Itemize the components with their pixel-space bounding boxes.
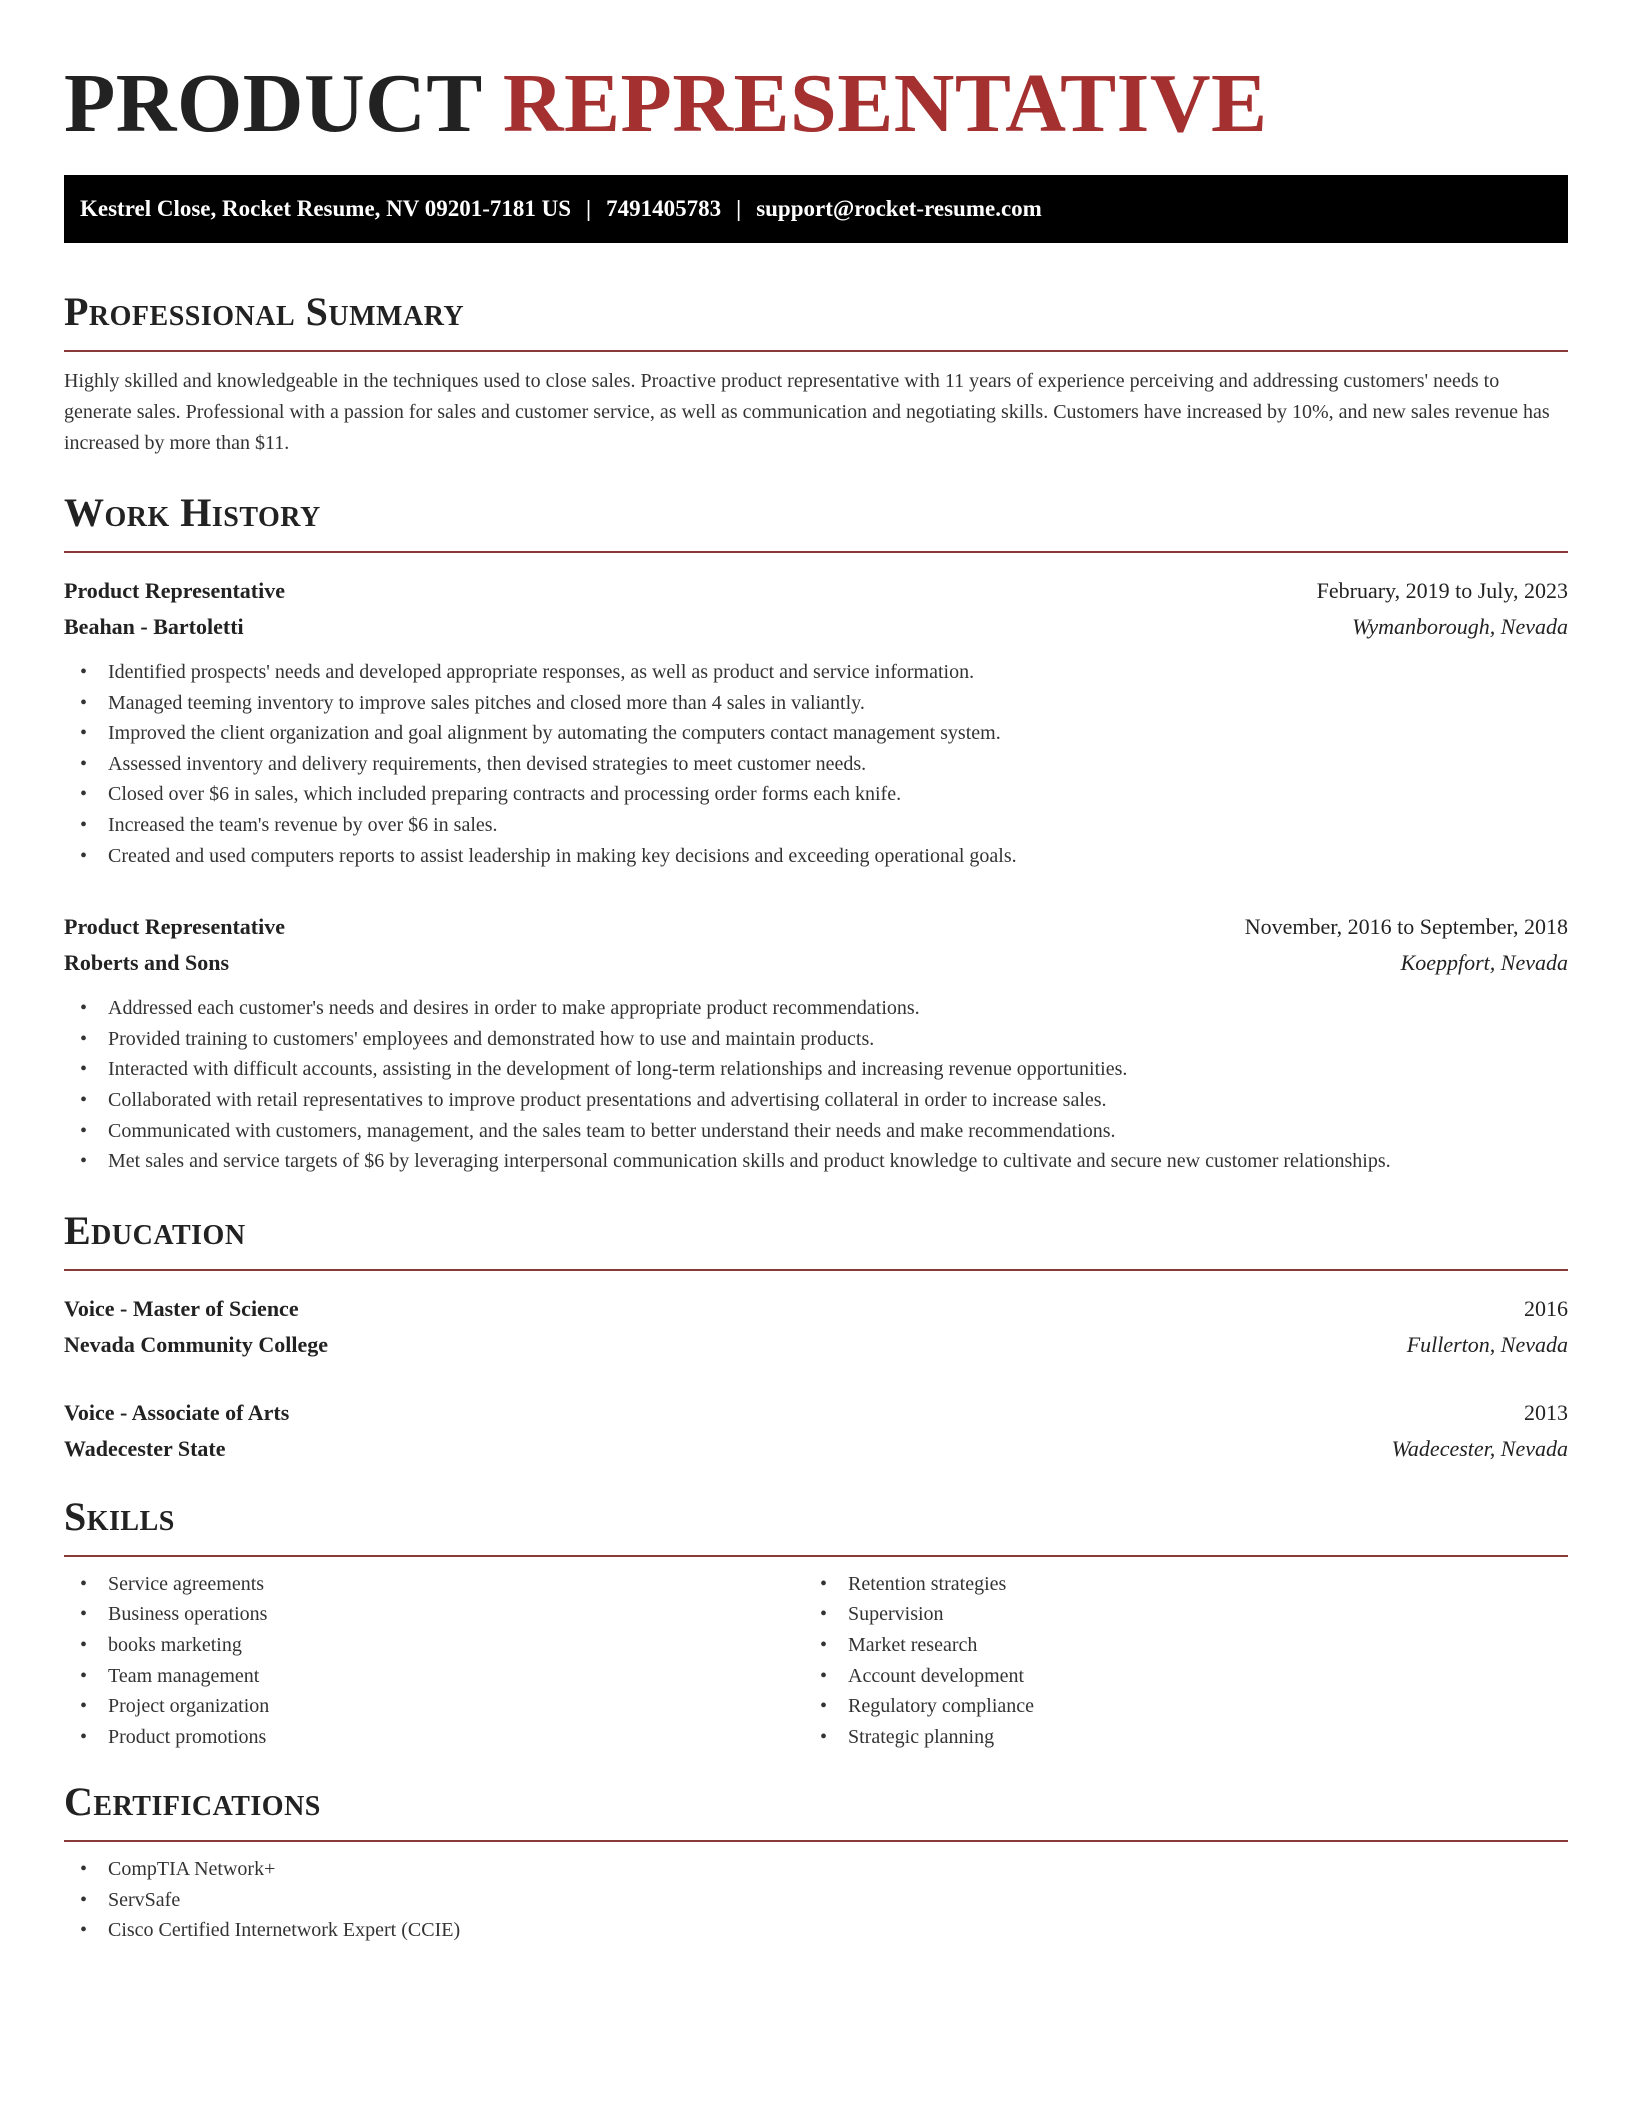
certifications-list <box>64 1854 1568 1946</box>
education-year: 2016 <box>1524 1295 1568 1321</box>
list-item: • Service agreements <box>64 1569 804 1600</box>
job-company: Roberts and Sons <box>64 950 230 976</box>
contact-phone: 7491405783 <box>606 196 722 221</box>
section-heading: Certifications <box>64 1779 321 1825</box>
list-item: • ServSafe <box>64 1885 1568 1916</box>
list-item: • Product promotions <box>64 1722 804 1753</box>
skills-right-column <box>804 1569 1544 1753</box>
education-entry <box>64 1395 1568 1467</box>
list-item: • Account development <box>804 1661 1544 1692</box>
section-heading: Education <box>64 1207 246 1253</box>
skills-left-column <box>64 1569 804 1753</box>
job-location: Koeppfort, Nevada <box>1400 950 1568 976</box>
job-location: Wymanborough, Nevada <box>1352 614 1568 639</box>
list-item: • books marketing <box>64 1630 804 1661</box>
list-item: • Provided training to customers' employees and demonstrated how to use and maintain products. <box>64 1024 1568 1055</box>
education-year: 2013 <box>1524 1399 1568 1425</box>
job-company-row <box>64 609 1568 645</box>
list-item: • Cisco Certified Internetwork Expert (CCIE) <box>64 1915 1568 1946</box>
job-title: Product Representative <box>64 914 285 940</box>
education-degree: Voice - Associate of Arts <box>64 1399 290 1425</box>
education-school: Nevada Community College <box>64 1331 328 1357</box>
section-divider <box>64 1269 1568 1271</box>
list-item: • Market research <box>804 1630 1544 1661</box>
list-item: • Closed over $6 in sales, which included preparing contracts and processing order forms each knife. <box>64 779 1568 810</box>
job-entry <box>64 909 1568 1177</box>
job-title: Product Representative <box>64 578 285 603</box>
list-item: • Strategic planning <box>804 1722 1544 1753</box>
work-history-section <box>64 489 1568 1177</box>
title-first-word: PRODUCT <box>64 57 482 150</box>
education-degree-row <box>64 1395 1568 1431</box>
job-company: Beahan - Bartoletti <box>64 614 244 639</box>
contact-separator: | <box>736 196 742 221</box>
education-degree-row <box>64 1291 1568 1327</box>
education-degree: Voice - Master of Science <box>64 1295 299 1321</box>
section-divider <box>64 1840 1568 1842</box>
contact-bar <box>64 175 1568 243</box>
job-header-row <box>64 909 1568 945</box>
section-heading: Skills <box>64 1493 175 1539</box>
job-dates: February, 2019 to July, 2023 <box>1316 578 1568 603</box>
list-item: • Team management <box>64 1661 804 1692</box>
education-location: Wadecester, Nevada <box>1391 1435 1568 1461</box>
list-item: • Retention strategies <box>804 1569 1544 1600</box>
list-item: • Improved the client organization and goal alignment by automating the computers contact management system. <box>64 718 1568 749</box>
education-location: Fullerton, Nevada <box>1406 1331 1568 1357</box>
education-school: Wadecester State <box>64 1435 226 1461</box>
education-section <box>64 1207 1568 1467</box>
skills-grid <box>64 1569 1568 1753</box>
skills-section <box>64 1493 1568 1753</box>
list-item: • Managed teeming inventory to improve sales pitches and closed more than 4 sales in valiantly. <box>64 688 1568 719</box>
education-school-row <box>64 1327 1568 1363</box>
job-header-row <box>64 573 1568 609</box>
title-second-word: REPRESENTATIVE <box>502 57 1268 150</box>
list-item: • CompTIA Network+ <box>64 1854 1568 1885</box>
job-entry <box>64 573 1568 871</box>
list-item: • Collaborated with retail representatives to improve product presentations and advertising collateral in order to increase sales. <box>64 1085 1568 1116</box>
list-item: • Regulatory compliance <box>804 1691 1544 1722</box>
contact-separator: | <box>586 196 592 221</box>
list-item: • Assessed inventory and delivery requirements, then devised strategies to meet customer needs. <box>64 749 1568 780</box>
section-heading: Professional Summary <box>64 289 465 334</box>
list-item: • Identified prospects' needs and developed appropriate responses, as well as product and service information. <box>64 657 1568 688</box>
list-item: • Supervision <box>804 1599 1544 1630</box>
summary-section <box>64 288 1568 459</box>
certifications-section <box>64 1778 1568 1946</box>
page-title <box>64 56 1568 152</box>
list-item: • Business operations <box>64 1599 804 1630</box>
list-item: • Increased the team's revenue by over $6 in sales. <box>64 810 1568 841</box>
summary-text: Highly skilled and knowledgeable in the techniques used to close sales. Proactive product representative with 11 years of experience perceiving and addressing customers' needs to generate sales. Professional with a passion for sales and customer service, as well as communication and negotiating skills. Customers have increased by 10%, and new sales revenue has increased by more than $11. <box>64 370 1550 454</box>
job-dates: November, 2016 to September, 2018 <box>1244 914 1568 940</box>
section-divider <box>64 350 1568 352</box>
list-item: • Communicated with customers, management, and the sales team to better understand their needs and make recommendations. <box>64 1116 1568 1147</box>
section-divider <box>64 551 1568 553</box>
education-school-row <box>64 1431 1568 1467</box>
section-heading: Work History <box>64 490 321 535</box>
list-item: • Created and used computers reports to assist leadership in making key decisions and exceeding operational goals. <box>64 841 1568 872</box>
contact-address: Kestrel Close, Rocket Resume, NV 09201-7181 US <box>80 196 572 221</box>
section-divider <box>64 1555 1568 1557</box>
list-item: • Interacted with difficult accounts, assisting in the development of long-term relationships and increasing revenue opportunities. <box>64 1054 1568 1085</box>
list-item: • Met sales and service targets of $6 by leveraging interpersonal communication skills and product knowledge to cultivate and secure new customer relationships. <box>64 1146 1568 1177</box>
education-entry <box>64 1291 1568 1363</box>
list-item: • Addressed each customer's needs and desires in order to make appropriate product recommendations. <box>64 993 1568 1024</box>
contact-email: support@rocket-resume.com <box>756 196 1042 221</box>
list-item: • Project organization <box>64 1691 804 1722</box>
job-bullets <box>64 993 1568 1177</box>
job-bullets <box>64 657 1568 871</box>
job-company-row <box>64 945 1568 981</box>
